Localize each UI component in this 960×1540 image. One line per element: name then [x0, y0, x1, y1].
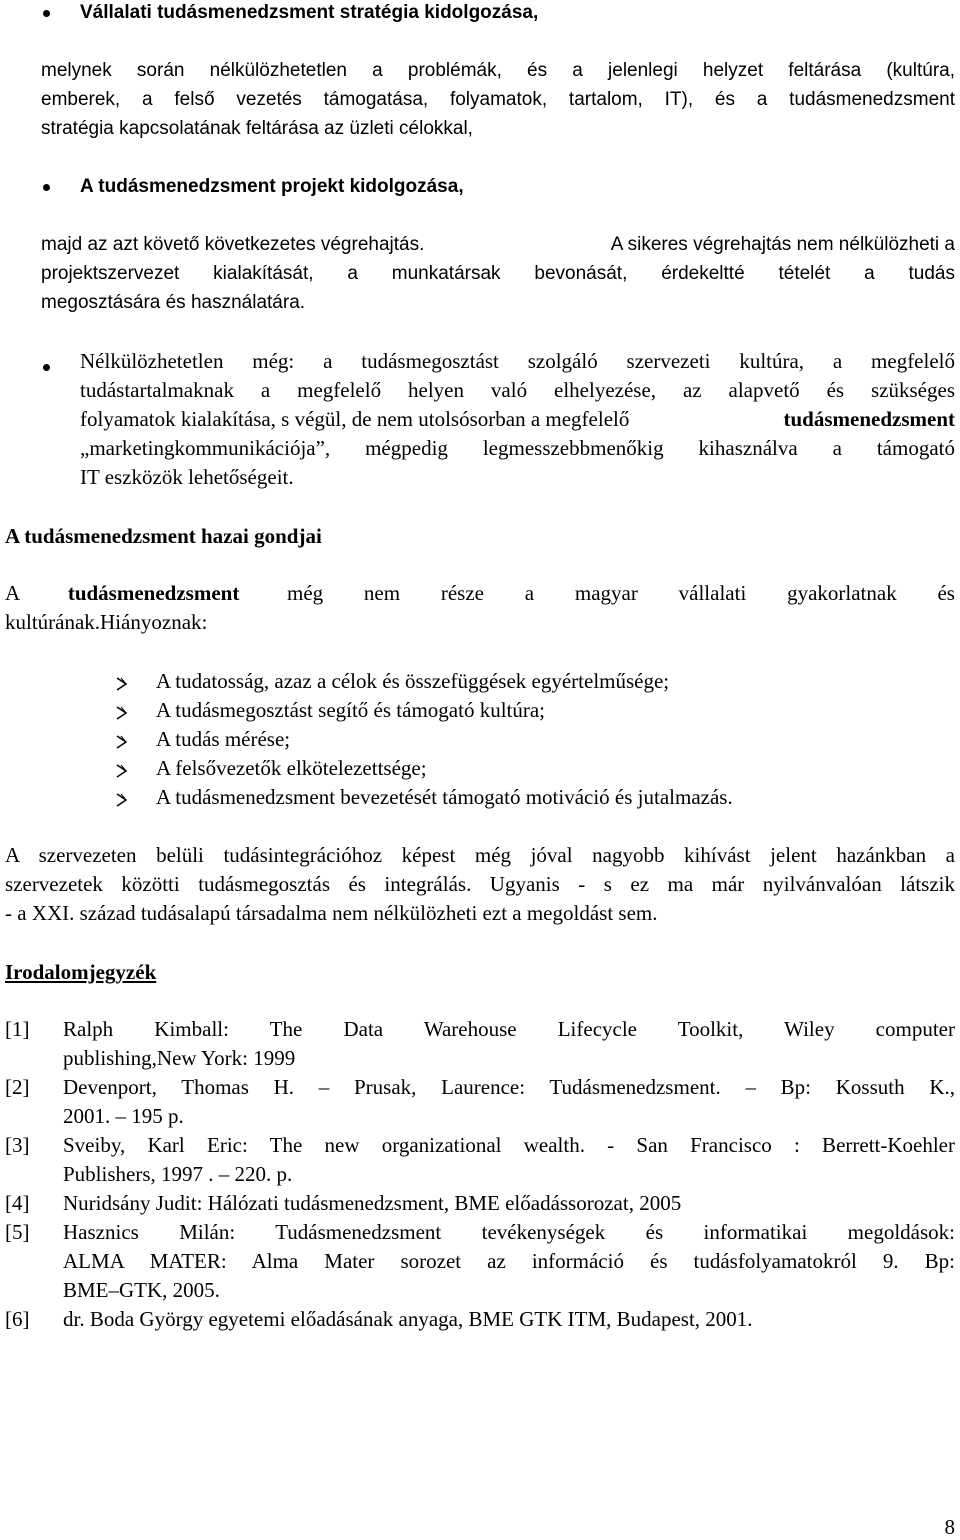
arrow-bullet-icon [114, 792, 130, 808]
reference-line: publishing,New York: 1999 [63, 1046, 296, 1070]
list-item: A tudásmegosztást segítő és támogató kultúra; [156, 698, 546, 722]
intro-word: magyar [574, 581, 638, 605]
intro-word: vállalati [678, 581, 747, 605]
reference-number: [6] [5, 1307, 30, 1331]
paragraph-line: melynek során nélkülözhetetlen a problémák, és a jelenlegi helyzet feltárása (kultúra, [41, 60, 955, 81]
list-item: A tudás mérése; [156, 727, 291, 751]
list-item: A tudásmenedzsment bevezetését támogató motiváció és jutalmazás. [156, 785, 733, 809]
paragraph-line: stratégia kapcsolatának feltárása az üzleti célokkal, [41, 118, 473, 139]
reference-number: [5] [5, 1220, 30, 1244]
reference-number: [4] [5, 1191, 30, 1215]
intro-word: még [286, 581, 324, 605]
page-number: 8 [944, 1515, 955, 1539]
intro-word: gyakorlatnak [787, 581, 897, 605]
arrow-bullet-icon [114, 676, 130, 692]
paragraph-line: tudástartalmaknak a megfelelő helyen való elhelyezése, az alapvető és szükséges [80, 378, 955, 402]
paragraph-segment: majd az azt követő következetes végrehajtás. [41, 234, 425, 255]
bullet-heading: A tudásmenedzsment projekt kidolgozása, [80, 176, 464, 197]
reference-line: Devenport, Thomas H. – Prusak, Laurence: Tudásmenedzsment. – Bp: Kossuth K., [63, 1075, 955, 1099]
paragraph-bold-term: tudásmenedzsment [783, 407, 955, 431]
paragraph-segment: folyamatok kialakítása, s végül, de nem utolsósorban a megfelelő [80, 407, 630, 431]
arrow-bullet-icon [114, 705, 130, 721]
paragraph-segment: A [5, 581, 21, 605]
paragraph-line: IT eszközök lehetőségeit. [80, 465, 294, 489]
intro-word: része [440, 581, 484, 605]
references-heading: Irodalomjegyzék [5, 960, 157, 984]
reference-line: 2001. – 195 p. [63, 1104, 184, 1128]
paragraph-line: A szervezeten belüli tudásintegrációhoz képest még jóval nagyobb kihívást jelent hazánkban a [5, 843, 955, 867]
paragraph-line: emberek, a felső vezetés támogatása, folyamatok, tartalom, IT), és a tudásmenedzsment [41, 89, 955, 110]
section-heading: A tudásmenedzsment hazai gondjai [5, 524, 322, 548]
reference-line: Sveiby, Karl Eric: The new organizational wealth. - San Francisco : Berrett-Koehler [63, 1133, 955, 1157]
bullet-heading: Vállalati tudásmenedzsment stratégia kidolgozása, [80, 2, 539, 23]
reference-line: Ralph Kimball: The Data Warehouse Lifecycle Toolkit, Wiley computer [63, 1017, 955, 1041]
reference-line: Publishers, 1997 . – 220. p. [63, 1162, 293, 1186]
paragraph-line: - a XXI. század tudásalapú társadalma nem nélkülözheti ezt a megoldást sem. [5, 901, 658, 925]
paragraph-line: megosztására és használatára. [41, 292, 306, 313]
reference-line: ALMA MATER: Alma Mater sorozet az információ és tudásfolyamatokról 9. Bp: [63, 1249, 955, 1273]
intro-word: és [937, 581, 955, 605]
reference-number: [1] [5, 1017, 30, 1041]
paragraph-line [41, 232, 955, 258]
paragraph-segment: A sikeres végrehajtás nem nélkülözheti a [606, 234, 955, 255]
paragraph-line: szervezetek közötti tudásmegosztás és integrálás. Ugyanis - s ez ma már nyilvánvalóan látszik [5, 872, 955, 896]
reference-number: [3] [5, 1133, 30, 1157]
bullet-icon [43, 10, 50, 17]
bullet-icon [43, 364, 50, 371]
reference-number: [2] [5, 1075, 30, 1099]
reference-line: Hasznics Milán: Tudásmenedzsment tevékenységek és informatikai megoldások: [63, 1220, 955, 1244]
paragraph-line: „marketingkommunikációja”, mégpedig legmesszebbmenőkig kihasználva a támogató [80, 436, 955, 460]
arrow-bullet-icon [114, 734, 130, 750]
arrow-bullet-icon [114, 763, 130, 779]
intro-word: nem [363, 581, 401, 605]
paragraph-bold-term: tudásmenedzsment [67, 581, 240, 605]
reference-line: BME–GTK, 2005. [63, 1278, 220, 1302]
intro-word: a [524, 581, 535, 605]
paragraph-line: kultúrának.Hiányoznak: [5, 610, 208, 634]
paragraph-line [5, 580, 955, 606]
paragraph-segment [287, 580, 955, 606]
reference-line: Nuridsány Judit: Hálózati tudásmenedzsment, BME előadássorozat, 2005 [63, 1191, 682, 1215]
list-item: A felsővezetők elkötelezettsége; [156, 756, 427, 780]
bullet-icon [43, 184, 50, 191]
paragraph-line [80, 406, 955, 432]
reference-line: dr. Boda György egyetemi előadásának anyaga, BME GTK ITM, Budapest, 2001. [63, 1307, 753, 1331]
paragraph-line: projektszervezet kialakítását, a munkatársak bevonását, érdekeltté tételét a tudás [41, 263, 955, 284]
paragraph-line: Nélkülözhetetlen még: a tudásmegosztást szolgáló szervezeti kultúra, a megfelelő [80, 349, 955, 373]
list-item: A tudatosság, azaz a célok és összefüggések egyértelműsége; [156, 669, 670, 693]
